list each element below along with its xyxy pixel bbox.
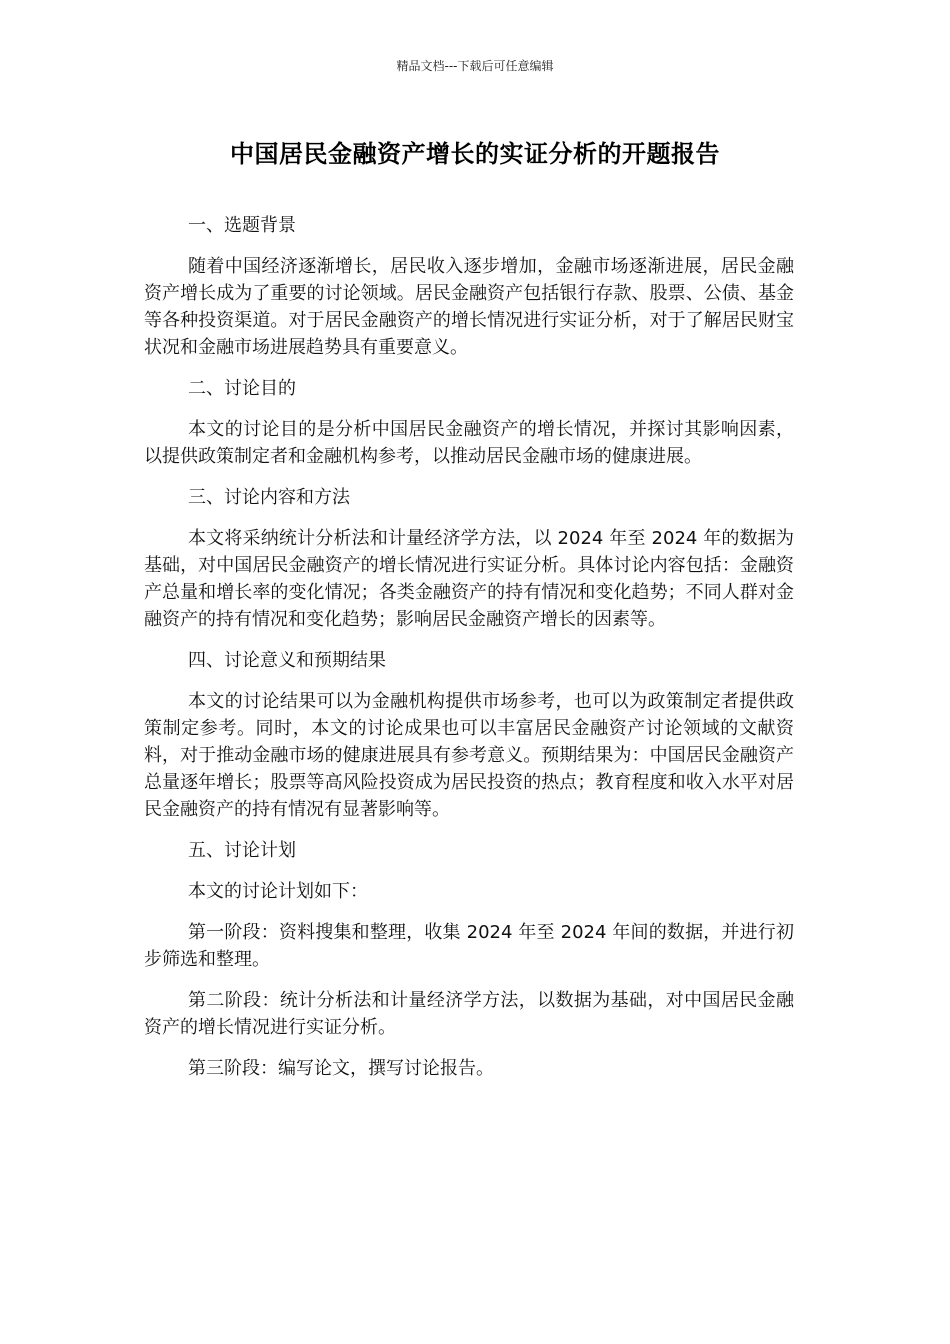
document-title: 中国居民金融资产增长的实证分析的开题报告 [230,140,720,168]
section-heading-background: 一、选题背景 [188,215,296,236]
paragraph-plan-stage-3: 第三阶段：编写论文，撰写讨论报告。 [188,1058,494,1079]
paragraph-plan-stage-1: 第一阶段：资料搜集和整理，收集 2024 年至 2024 年间的数据，并进行初步筛选和整理。 [144,922,794,970]
paragraph-plan-intro: 本文的讨论计划如下： [188,881,368,902]
document-body [144,212,794,1096]
paragraph-background: 随着中国经济逐渐增长，居民收入逐步增加，金融市场逐渐进展，居民金融资产增长成为了重要的讨论领域。居民金融资产包括银行存款、股票、公债、基金等各种投资渠道。对于居民金融资产的增长情况进行实证分析，对于了解居民财宝状况和金融市场进展趋势具有重要意义。 [144,256,794,358]
paragraph-purpose: 本文的讨论目的是分析中国居民金融资产的增长情况，并探讨其影响因素，以提供政策制定者和金融机构参考，以推动居民金融市场的健康进展。 [144,419,794,467]
section-heading-significance: 四、讨论意义和预期结果 [188,650,386,671]
paragraph-significance: 本文的讨论结果可以为金融机构提供市场参考，也可以为政策制定者提供政策制定参考。同时，本文的讨论成果也可以丰富居民金融资产讨论领域的文献资料，对于推动金融市场的健康进展具有参考意义。预期结果为：中国居民金融资产总量逐年增长；股票等高风险投资成为居民投资的热点；教育程度和收入水平对居民金融资产的持有情况有显著影响等。 [144,691,794,820]
section-heading-purpose: 二、讨论目的 [188,378,296,399]
section-heading-method: 三、讨论内容和方法 [188,487,350,508]
section-heading-plan: 五、讨论计划 [188,840,296,861]
paragraph-method: 本文将采纳统计分析法和计量经济学方法，以 2024 年至 2024 年的数据为基础，对中国居民金融资产的增长情况进行实证分析。具体讨论内容包括：金融资产总量和增长率的变化情况；各类金融资产的持有情况和变化趋势；不同人群对金融资产的持有情况和变化趋势；影响居民金融资产增长的因素等。 [144,528,794,630]
paragraph-plan-stage-2: 第二阶段：统计分析法和计量经济学方法，以数据为基础，对中国居民金融资产的增长情况进行实证分析。 [144,990,794,1038]
header-note: 精品文档---下载后可任意编辑 [396,59,554,73]
